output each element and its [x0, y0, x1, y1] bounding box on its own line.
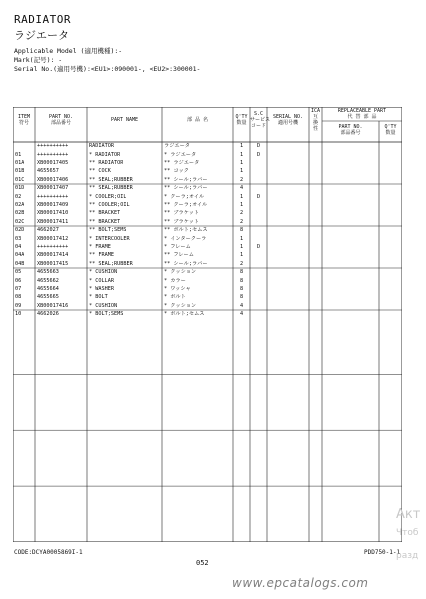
row-part-no: XB00017406 — [37, 176, 69, 183]
row-jp-name: ** クーラ;オイル — [164, 202, 208, 208]
mark-text: Mark(記号): - — [14, 56, 63, 64]
row-part-name: * CUSHION — [89, 302, 118, 309]
row-part-name: ** BRACKET — [89, 218, 121, 225]
page-subtitle-jp: ラジエータ — [14, 29, 69, 42]
header-serial — [267, 114, 309, 126]
row-item: 02B — [15, 210, 25, 217]
header-ica-line: 換 — [312, 120, 318, 126]
row-item: 04B — [15, 260, 25, 267]
row-jp-name: * ボルト;セムス — [164, 311, 205, 318]
header-rep-qty-line: 数量 — [385, 130, 396, 136]
row-part-name: * CUSHION — [89, 269, 118, 276]
row-qty: 1 — [239, 160, 244, 166]
row-part-no: 4655657 — [37, 168, 59, 175]
header-item-line: ITEM — [17, 114, 31, 120]
row-jp-name: * クーラ;オイル — [164, 193, 205, 200]
footer-code: CODE:DCYA0005869I-1 — [14, 549, 83, 556]
header-ica-line: ICA — [310, 108, 321, 114]
row-part-no: 4655664 — [37, 286, 59, 292]
row-part-no: 4655663 — [37, 269, 59, 276]
row-item: 02A — [15, 202, 25, 208]
row-part-name: * WASHER — [89, 286, 114, 292]
row-part-name: * BOLT;SEMS — [89, 311, 124, 318]
header-sc-line: サービス — [250, 117, 271, 123]
row-part-name: ** FRAME — [89, 252, 114, 259]
header-qty-line: 数量 — [236, 120, 247, 126]
row-qty: 4 — [239, 311, 244, 318]
header-part-no-line: PART NO. — [48, 114, 74, 120]
header-replaceable-line: REPLACEABLE PART — [337, 108, 387, 114]
row-part-no: XB00017411 — [37, 218, 69, 225]
row-jp-name: * フレーム — [164, 244, 191, 250]
row-jp-name: * クッション — [164, 269, 197, 276]
row-jp-name: ** コック — [164, 168, 189, 175]
row-part-no: ++++++++++ — [37, 244, 69, 250]
header-jp-name-line: 部 品 名 — [186, 117, 209, 123]
row-qty: 8 — [239, 286, 244, 292]
row-item: 06 — [15, 277, 22, 284]
row-jp-name: ラジエータ — [164, 143, 190, 150]
row-qty: 1 — [239, 168, 244, 175]
row-item: 09 — [15, 302, 22, 309]
row-part-name: ** SEAL;RUBBER — [89, 176, 133, 183]
row-qty: 8 — [239, 294, 244, 301]
row-sc: D — [256, 244, 261, 250]
row-jp-name: ** ラジエータ — [164, 160, 200, 166]
row-jp-name: ** ボルト;セムス — [164, 227, 208, 234]
header-qty-line: Q'TY — [235, 114, 248, 120]
row-jp-name: * ボルト — [164, 294, 186, 301]
row-jp-name: * ラジエータ — [164, 151, 197, 158]
row-part-no: XB00017407 — [37, 185, 69, 192]
row-part-name: * FRAME — [89, 244, 111, 250]
row-qty: 2 — [239, 218, 244, 225]
row-jp-name: ** フレーム — [164, 252, 194, 259]
watermark-link[interactable]: www.epcatalogs.com — [232, 576, 369, 590]
row-qty: 1 — [239, 202, 244, 208]
row-item: 01C — [15, 176, 25, 183]
row-jp-name: ** シール;ラバー — [164, 176, 208, 183]
overlay-text-1: Акт — [396, 507, 421, 522]
overlay-text-3: разд — [396, 551, 419, 561]
row-part-no: 4662027 — [37, 227, 59, 234]
header-serial-line: 適用号機 — [277, 120, 298, 126]
row-item: 08 — [15, 294, 22, 301]
header-jp-name — [162, 117, 233, 123]
row-item: 02C — [15, 218, 25, 225]
row-part-no: ++++++++++ — [37, 151, 69, 158]
header-item — [13, 114, 35, 126]
row-qty: 1 — [239, 244, 244, 250]
header-rep-part-no-line: PART NO. — [338, 124, 363, 130]
row-qty: 8 — [239, 269, 244, 276]
row-item: 01D — [15, 185, 25, 192]
header-sc-line: S.C — [253, 111, 264, 117]
header-item-line: 符号 — [18, 120, 29, 126]
row-item: 10 — [15, 311, 22, 318]
row-part-name: ** BOLT;SEMS — [89, 227, 127, 234]
row-part-no: XB00017416 — [37, 302, 69, 309]
overlay-text-2: Чтоб — [396, 528, 419, 538]
row-part-no: ++++++++++ — [37, 143, 69, 150]
page-title: RADIATOR — [14, 13, 71, 26]
row-qty: 2 — [239, 176, 244, 183]
header-qty — [233, 114, 250, 126]
row-part-no: 4662026 — [37, 311, 59, 318]
applicable-model-text: Applicable Model (適用機種):- — [14, 47, 123, 55]
header-ica — [309, 108, 322, 132]
row-part-no: XB00017414 — [37, 252, 69, 259]
header-replaceable-line: 代 替 部 品 — [347, 114, 377, 120]
row-part-no: XB00017410 — [37, 210, 69, 217]
row-jp-name: ** シール;ラバー — [164, 185, 208, 192]
row-jp-name: ** シール;ラバー — [164, 260, 208, 267]
header-part-no-line: 部品番号 — [50, 120, 71, 126]
row-part-name: ** RADIATOR — [89, 160, 124, 166]
row-part-name: ** SEAL;RUBBER — [89, 185, 133, 192]
row-part-name: * INTERCOOLER — [89, 235, 130, 242]
row-jp-name: * クッション — [164, 302, 197, 309]
footer-ref: PDD750-1-1 — [364, 549, 401, 556]
row-part-no: XB00017412 — [37, 235, 69, 242]
page-number: 052 — [196, 559, 209, 567]
row-qty: 1 — [239, 151, 244, 158]
row-qty: 4 — [239, 185, 244, 192]
row-jp-name: ** ブラケット — [164, 218, 200, 225]
row-qty: 1 — [239, 143, 244, 150]
row-sc: D — [256, 193, 261, 200]
row-item: 04A — [15, 252, 25, 259]
row-qty: 1 — [239, 235, 244, 242]
row-part-name: * COOLER;OIL — [89, 193, 127, 200]
row-qty: 2 — [239, 260, 244, 267]
row-part-name: * BOLT — [89, 294, 108, 301]
row-part-no: XB00017409 — [37, 202, 69, 208]
header-sc-line: コード — [250, 123, 266, 129]
row-part-no: XB00017415 — [37, 260, 69, 267]
header-part-name-line: PART NAME — [110, 117, 139, 123]
row-part-no: XB00017405 — [37, 160, 69, 166]
row-jp-name: * インタークーラ — [164, 235, 207, 242]
row-part-no: ++++++++++ — [37, 193, 69, 200]
row-part-name: ** COCK — [89, 168, 111, 175]
row-sc: D — [256, 151, 261, 158]
row-item: 01B — [15, 168, 25, 175]
row-qty: 1 — [239, 252, 244, 259]
header-ica-line: 性 — [312, 126, 318, 132]
row-qty: 8 — [239, 277, 244, 284]
row-item: 04 — [15, 244, 22, 250]
row-item: 02D — [15, 227, 25, 234]
row-part-name: ** BRACKET — [89, 210, 121, 217]
row-part-name: * COLLAR — [89, 277, 114, 284]
row-part-name: ** COOLER;OIL — [89, 202, 130, 208]
serial-text: Serial No.(適用号機):<EU1>:090001-, <EU2>:300001- — [14, 65, 201, 73]
row-part-name: ** SEAL;RUBBER — [89, 260, 133, 267]
header-serial-line: SERIAL NO. — [272, 114, 304, 120]
header-sc — [250, 111, 271, 129]
table-grid — [13, 107, 402, 542]
row-part-no: 4655662 — [37, 277, 59, 284]
header-rep-part-no-line: 部品番号 — [340, 130, 361, 136]
row-qty: 8 — [239, 227, 244, 234]
row-jp-name: * ワッシャ — [164, 286, 191, 292]
row-item: 07 — [15, 286, 22, 292]
header-rep-part-no — [322, 124, 379, 136]
parts-table — [13, 107, 402, 542]
row-jp-name: ** ブラケット — [164, 210, 200, 217]
row-qty: 1 — [239, 193, 244, 200]
row-qty: 2 — [239, 210, 244, 217]
row-item: 02 — [15, 193, 22, 200]
header-part-no — [35, 114, 87, 126]
row-jp-name: * カラー — [164, 277, 186, 284]
row-item: 05 — [15, 269, 22, 276]
row-part-name: * RADIATOR — [89, 151, 121, 158]
header-rep-qty-line: Q'TY — [384, 124, 397, 130]
header-rep-qty — [379, 124, 402, 136]
row-qty: 4 — [239, 302, 244, 309]
row-item: 03 — [15, 235, 22, 242]
row-item: 01 — [15, 151, 22, 158]
row-item: 01A — [15, 160, 25, 166]
row-part-name: RADIATOR — [89, 143, 114, 150]
header-replaceable — [322, 108, 402, 120]
header-ica-line: 互 — [312, 114, 318, 120]
header-part-name — [87, 117, 162, 123]
row-sc: D — [256, 143, 261, 150]
row-part-no: 4655665 — [37, 294, 59, 301]
